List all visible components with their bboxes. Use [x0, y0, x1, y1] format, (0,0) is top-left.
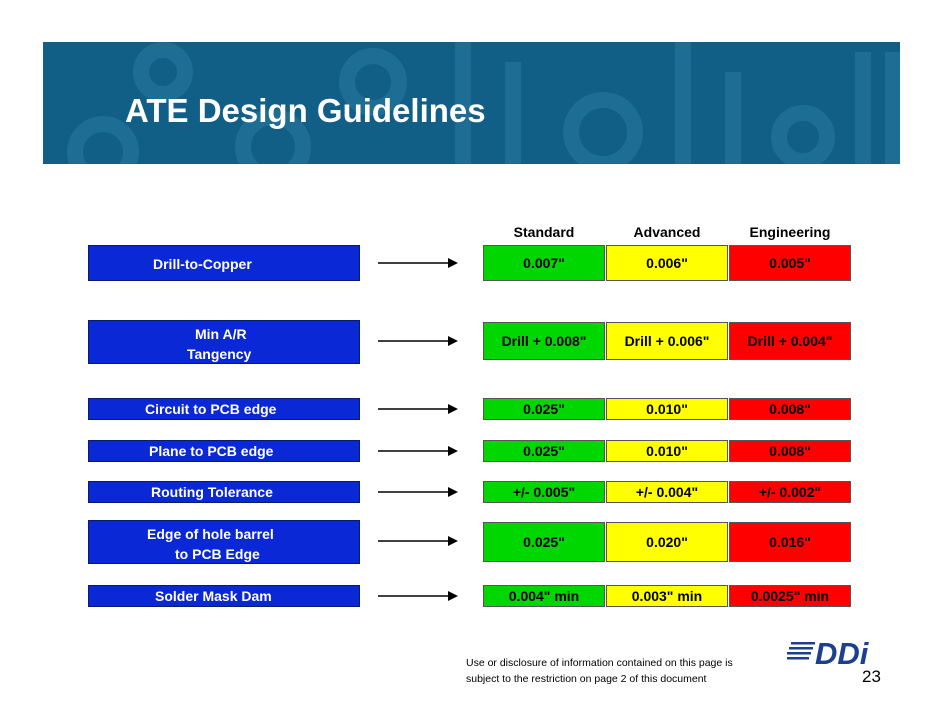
value-cell-standard: 0.004" min — [483, 585, 605, 607]
value-cell-engineering: Drill + 0.004" — [729, 322, 851, 360]
value-cell-engineering: +/- 0.002" — [729, 481, 851, 503]
value-cell-engineering: 0.016" — [729, 522, 851, 562]
arrow-icon — [378, 486, 458, 498]
arrow-icon — [378, 335, 458, 347]
value-cell-engineering: 0.008" — [729, 440, 851, 462]
logo-text: DDi — [815, 638, 869, 668]
column-header-advanced: Advanced — [633, 224, 701, 240]
value-cell-advanced: 0.006" — [606, 245, 728, 281]
arrow-icon — [378, 445, 458, 457]
row-label-min-ar-tangency — [88, 320, 360, 364]
row-label-text: Min A/R — [195, 326, 247, 342]
page-number: 23 — [862, 667, 881, 686]
row-label-text: to PCB Edge — [175, 546, 260, 562]
row-label-text: Drill-to-Copper — [153, 256, 252, 272]
value-cell-standard: 0.025" — [483, 522, 605, 562]
value-cell-advanced: 0.003" min — [606, 585, 728, 607]
value-cell-engineering: 0.0025" min — [729, 585, 851, 607]
value-cell-advanced: 0.010" — [606, 398, 728, 420]
row-label-text: Edge of hole barrel — [147, 526, 274, 542]
arrow-icon — [378, 535, 458, 547]
value-cell-advanced: 0.020" — [606, 522, 728, 562]
row-label-text: Plane to PCB edge — [149, 443, 274, 459]
row-label-drill-to-copper — [88, 245, 360, 281]
row-label-text: Tangency — [187, 346, 252, 362]
row-label-text: Circuit to PCB edge — [145, 401, 277, 417]
value-cell-standard: 0.007" — [483, 245, 605, 281]
value-cell-standard: +/- 0.005" — [483, 481, 605, 503]
page-title: ATE Design Guidelines — [125, 92, 486, 129]
footer-line: subject to the restriction on page 2 of this document — [466, 673, 707, 685]
row-label-plane-to-pcb-edge — [88, 440, 360, 462]
row-label-circuit-to-pcb-edge — [88, 398, 360, 420]
arrow-icon — [378, 590, 458, 602]
value-cell-standard: 0.025" — [483, 440, 605, 462]
arrow-icon — [378, 403, 458, 415]
footer-disclaimer — [466, 655, 776, 687]
column-header-standard: Standard — [513, 224, 575, 240]
value-cell-advanced: +/- 0.004" — [606, 481, 728, 503]
row-label-routing-tolerance — [88, 481, 360, 503]
value-cell-standard: Drill + 0.008" — [483, 322, 605, 360]
ddi-logo — [787, 638, 887, 668]
row-label-text: Routing Tolerance — [151, 484, 273, 500]
arrow-icon — [378, 257, 458, 269]
value-cell-advanced: Drill + 0.006" — [606, 322, 728, 360]
row-label-text: Solder Mask Dam — [155, 588, 272, 604]
value-cell-engineering: 0.008" — [729, 398, 851, 420]
value-cell-engineering: 0.005" — [729, 245, 851, 281]
value-cell-standard: 0.025" — [483, 398, 605, 420]
row-label-edge-of-hole-barrel — [88, 520, 360, 564]
title-banner — [43, 42, 900, 164]
row-label-solder-mask-dam — [88, 585, 360, 607]
value-cell-advanced: 0.010" — [606, 440, 728, 462]
column-header-engineering: Engineering — [749, 224, 831, 240]
footer-line: Use or disclosure of information contained on this page is — [466, 657, 733, 669]
